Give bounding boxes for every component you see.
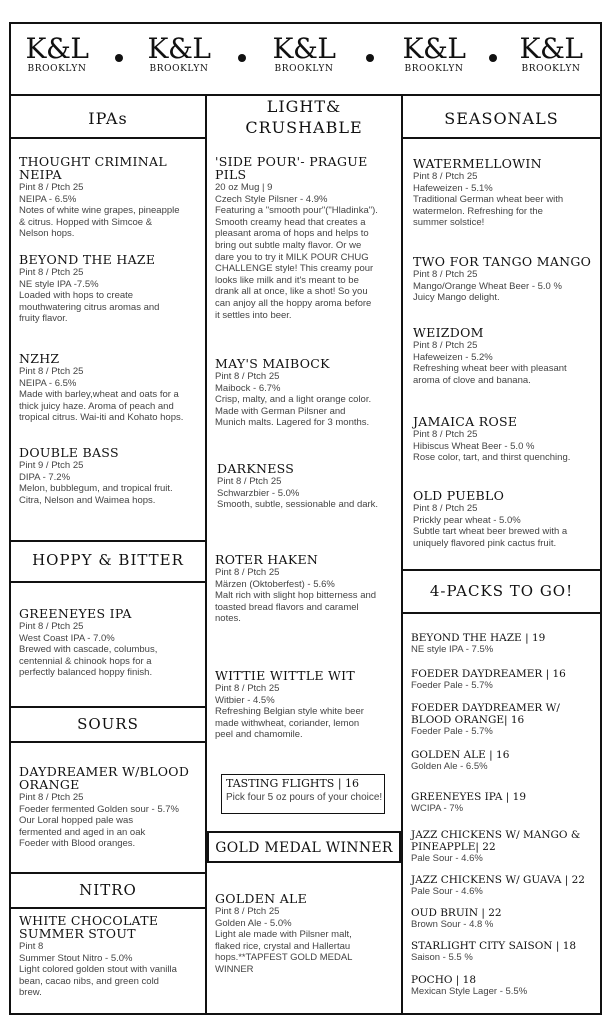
logo-sub: BROOKLYN	[149, 64, 209, 74]
beer-price: Pint 8 / Ptch 25	[413, 340, 478, 351]
beer-price: Pint 8 / Ptch 25	[19, 792, 84, 803]
section-title-gold: GOLD MEDAL WINNER	[215, 840, 393, 856]
beer-desc: aroma of clove and banana.	[413, 374, 531, 386]
divider	[11, 137, 205, 139]
fourpack-style: Foeder Pale - 5.7%	[411, 680, 493, 691]
beer-style: Foeder fermented Golden sour - 5.7%	[19, 803, 180, 815]
beer-price: Pint 8 / Ptch 25	[217, 476, 282, 487]
beer-desc: can anjoy all the hoppy aroma before	[215, 297, 372, 309]
beer-price: Pint 8 / Ptch 25	[413, 503, 478, 514]
beer-desc: made withwheat, coriander, lemon	[215, 717, 360, 729]
beer-name: 'SIDE POUR'- PRAGUE PILS	[215, 154, 368, 182]
fourpack-name: BEYOND THE HAZE | 19	[411, 632, 546, 644]
dot-separator	[115, 54, 123, 62]
fourpack-name: POCHO | 18	[411, 974, 477, 986]
logo-mark: K&L	[147, 32, 211, 65]
beer-style: West Coast IPA - 7.0%	[19, 632, 115, 644]
beer-desc: Loaded with hops to create	[19, 290, 134, 302]
logo-sub: BROOKLYN	[27, 64, 87, 74]
fourpack-name: FOEDER DAYDREAMER W/ BLOOD ORANGE| 16	[411, 702, 560, 726]
beer-name: WHITE CHOCOLATE SUMMER STOUT	[19, 913, 159, 941]
fourpack-name: FOEDER DAYDREAMER | 16	[411, 668, 566, 680]
beer-style: NEIPA - 6.5%	[19, 193, 77, 205]
beer-desc: Refreshing wheat beer with pleasant	[413, 363, 567, 375]
beer-desc: flaked rice, crystal and Hallertau	[215, 940, 351, 952]
section-title-ipas: IPAs	[88, 109, 128, 128]
section-title-seasonals: SEASONALS	[444, 109, 559, 128]
section-title-sours: SOURS	[77, 715, 139, 733]
beer-desc: Notes of white wine grapes, pineapple	[19, 205, 180, 217]
logo	[141, 34, 217, 74]
menu-item	[215, 669, 399, 741]
flights-desc: Pick four 5 oz pours of your choice!	[226, 792, 383, 803]
beer-desc: it settles into beer.	[215, 309, 292, 321]
fourpack-style: Foeder Pale - 5.7%	[411, 726, 493, 737]
menu-item	[215, 357, 399, 429]
menu-board	[9, 22, 602, 1015]
beer-price: Pint 8 / Ptch 25	[215, 906, 280, 917]
beer-desc: Foeder with Blood oranges.	[19, 838, 136, 850]
beer-desc: Refreshing Belgian style white beer	[215, 706, 364, 718]
menu-item	[215, 892, 399, 976]
dot-separator	[366, 54, 374, 62]
beer-name: DAYDREAMER W/BLOOD ORANGE	[19, 764, 190, 792]
beer-desc: watermelon. Refreshing for the	[413, 205, 543, 217]
column-divider	[401, 94, 403, 1013]
menu-item	[217, 462, 401, 511]
header-logo-row	[11, 24, 600, 96]
beer-price: Pint 9 / Ptch 25	[19, 460, 84, 471]
beer-price: Pint 8 / Ptch 25	[215, 683, 280, 694]
beer-style: NE style IPA -7.5%	[19, 278, 99, 290]
fourpack-style: Pale Sour - 4.6%	[411, 853, 483, 864]
beer-desc: Nelson hops.	[19, 228, 75, 240]
menu-item	[215, 553, 399, 625]
divider	[11, 872, 205, 874]
divider	[403, 612, 600, 614]
fourpack-style: Golden Ale - 6.5%	[411, 761, 488, 772]
menu-item	[19, 446, 203, 506]
beer-name: WEIZDOM	[413, 325, 484, 340]
dot-separator	[238, 54, 246, 62]
beer-desc: toasted bread flavors and caramel	[215, 601, 359, 613]
flights-title: TASTING FLIGHTS | 16	[226, 777, 360, 790]
beer-name: TWO FOR TANGO MANGO	[413, 254, 592, 269]
beer-desc: Featuring a "smooth pour"("Hladinka").	[215, 205, 378, 217]
divider	[11, 540, 205, 542]
logo	[19, 34, 95, 74]
beer-desc: Our Loral hopped pale was	[19, 815, 134, 827]
beer-desc: uniquely flavored pink cactus fruit.	[413, 537, 557, 549]
fourpack-name: GOLDEN ALE | 16	[411, 749, 510, 761]
beer-desc: Rose color, tart, and thirst quenching.	[413, 452, 571, 464]
logo	[513, 34, 589, 74]
fourpack-style: Saison - 5.5 %	[411, 952, 473, 963]
menu-item	[413, 415, 598, 464]
beer-price: Pint 8 / Ptch 25	[19, 182, 84, 193]
divider	[11, 581, 205, 583]
fourpack-item	[411, 907, 597, 931]
fourpack-item	[411, 874, 597, 898]
section-title-fourpacks: 4-PACKS TO GO!	[429, 582, 574, 600]
divider	[11, 907, 205, 909]
logo-mark: K&L	[272, 32, 336, 65]
gold-medal-header	[207, 831, 401, 863]
beer-price: Pint 8 / Ptch 25	[413, 171, 478, 182]
fourpack-name: GREENEYES IPA | 19	[411, 791, 527, 803]
fourpack-name: JAZZ CHICKENS W/ GUAVA | 22	[411, 874, 585, 886]
fourpack-style: Mexican Style Lager - 5.5%	[411, 986, 528, 997]
beer-desc: centennial & chinook hops for a	[19, 655, 152, 667]
fourpack-style: Pale Sour - 4.6%	[411, 886, 483, 897]
menu-item	[19, 155, 203, 240]
beer-desc: hops.**TAPFEST GOLD MEDAL	[215, 952, 353, 964]
beer-desc: Crisp, malty, and a light orange color.	[215, 394, 372, 406]
beer-style: DIPA - 7.2%	[19, 471, 71, 483]
fourpack-item	[411, 974, 597, 998]
beer-price: Pint 8 / Ptch 25	[413, 429, 478, 440]
beer-desc: pleasant aroma of hops and helps to	[215, 228, 369, 240]
beer-style: Summer Stout Nitro - 5.0%	[19, 952, 133, 964]
beer-price: Pint 8 / Ptch 25	[19, 267, 84, 278]
beer-desc: Made with German Pilsner and	[215, 405, 346, 417]
logo	[396, 34, 472, 74]
beer-desc: mouthwatering citrus aromas and	[19, 301, 160, 313]
beer-style: Prickly pear wheat - 5.0%	[413, 514, 521, 526]
menu-item	[413, 326, 598, 386]
beer-desc: bean, cacao nibs, and green cold	[19, 975, 159, 987]
beer-style: Maibock - 6.7%	[215, 382, 281, 394]
column-divider	[205, 94, 207, 1013]
beer-style: Märzen (Oktoberfest) - 5.6%	[215, 578, 335, 590]
fourpack-style: Brown Sour - 4.8 %	[411, 919, 494, 930]
beer-desc: Brewed with cascade, columbus,	[19, 644, 158, 656]
beer-desc: tropical citrus. Wai-iti and Kohato hops.	[19, 412, 184, 424]
beer-desc: WINNER	[215, 963, 254, 975]
fourpack-name: OUD BRUIN | 22	[411, 907, 502, 919]
logo-sub: BROOKLYN	[404, 64, 464, 74]
divider	[403, 137, 600, 139]
beer-desc: Subtle tart wheat beer brewed with a	[413, 526, 568, 538]
beer-desc: Traditional German wheat beer with	[413, 194, 564, 206]
beer-style: Czech Style Pilsner - 4.9%	[215, 193, 328, 205]
beer-name: DOUBLE BASS	[19, 445, 119, 460]
beer-name: DARKNESS	[217, 461, 295, 476]
beer-desc: Smooth, subtle, sessionable and dark.	[217, 499, 379, 511]
beer-desc: Melon, bubblegum, and tropical fruit.	[19, 483, 173, 495]
section-title-hoppy: HOPPY & BITTER	[32, 551, 184, 569]
beer-name: MAY'S MAIBOCK	[215, 356, 330, 371]
logo-sub: BROOKLYN	[521, 64, 581, 74]
fourpack-item	[411, 632, 597, 656]
beer-name: JAMAICA ROSE	[413, 414, 518, 429]
menu-item	[413, 489, 598, 549]
menu-item	[413, 255, 598, 304]
beer-desc: Light colored golden stout with vanilla	[19, 964, 177, 976]
fourpack-style: NE style IPA - 7.5%	[411, 644, 494, 655]
beer-price: Pint 8 / Ptch 25	[413, 269, 478, 280]
beer-price: Pint 8 / Ptch 25	[215, 371, 280, 382]
beer-name: NZHZ	[19, 351, 60, 366]
tasting-flights-box	[221, 774, 385, 814]
beer-price: Pint 8	[19, 941, 44, 952]
beer-style: Mango/Orange Wheat Beer - 5.0 %	[413, 280, 562, 292]
divider	[11, 741, 205, 743]
beer-desc: dare you to try it MILK POUR CHUG	[215, 251, 369, 263]
beer-name: GOLDEN ALE	[215, 891, 308, 906]
beer-name: GREENEYES IPA	[19, 606, 132, 621]
logo-sub: BROOKLYN	[274, 64, 334, 74]
beer-desc: Citra, Nelson and Waimea hops.	[19, 494, 156, 506]
beer-style: Witbier - 4.5%	[215, 694, 275, 706]
beer-style: Hafeweizen - 5.1%	[413, 182, 493, 194]
beer-desc: Juicy Mango delight.	[413, 292, 500, 304]
divider	[403, 569, 600, 571]
beer-desc: peel and chamomile.	[215, 729, 303, 741]
beer-style: Hibiscus Wheat Beer - 5.0 %	[413, 440, 535, 452]
beer-price: Pint 8 / Ptch 25	[215, 567, 280, 578]
menu-item	[19, 253, 203, 325]
fourpack-name: JAZZ CHICKENS W/ MANGO & PINEAPPLE| 22	[411, 829, 581, 853]
beer-desc: Malt rich with slight hop bitterness and	[215, 590, 377, 602]
beer-desc: drank all at once, like a shot! So you	[215, 286, 368, 298]
beer-name: THOUGHT CRIMINAL NEIPA	[19, 154, 167, 182]
fourpack-item	[411, 940, 597, 964]
beer-desc: Made with barley,wheat and oats for a	[19, 389, 179, 401]
beer-price: 20 oz Mug | 9	[215, 182, 273, 193]
menu-item	[215, 155, 399, 321]
fourpack-item	[411, 702, 597, 738]
beer-desc: fermented and aged in an oak	[19, 826, 146, 838]
beer-style: NEIPA - 6.5%	[19, 377, 77, 389]
beer-style: Schwarzbier - 5.0%	[217, 487, 300, 499]
beer-style: Golden Ale - 5.0%	[215, 917, 292, 929]
beer-desc: CHALLENGE style! This creamy pour	[215, 263, 374, 275]
beer-desc: fruity flavor.	[19, 313, 68, 325]
menu-item	[19, 607, 203, 679]
beer-desc: bring out subtle malty flavor. Or we	[215, 239, 362, 251]
beer-price: Pint 8 / Ptch 25	[19, 621, 84, 632]
beer-desc: Smooth creamy head that creates a	[215, 216, 366, 228]
beer-style: Hafeweizen - 5.2%	[413, 351, 493, 363]
section-title-light: LIGHT& CRUSHABLE	[245, 97, 363, 137]
menu-item	[19, 914, 203, 999]
beer-price: Pint 8 / Ptch 25	[19, 366, 84, 377]
beer-name: WATERMELLOWIN	[413, 156, 542, 171]
beer-desc: Light ale made with Pilsner malt,	[215, 929, 352, 941]
fourpack-item	[411, 829, 597, 865]
beer-name: ROTER HAKEN	[215, 552, 319, 567]
fourpack-item	[411, 668, 597, 692]
dot-separator	[489, 54, 497, 62]
menu-item	[19, 765, 203, 850]
menu-item	[19, 352, 203, 424]
beer-desc: perfectly balanced hoppy finish.	[19, 667, 153, 679]
beer-desc: summer solstice!	[413, 217, 485, 229]
beer-desc: thick juicy haze. Aroma of peach and	[19, 400, 174, 412]
fourpack-name: STARLIGHT CITY SAISON | 18	[411, 940, 577, 952]
menu-item	[413, 157, 598, 229]
beer-desc: brew.	[19, 987, 42, 999]
logo-mark: K&L	[25, 32, 89, 65]
fourpack-style: WCIPA - 7%	[411, 803, 464, 814]
beer-desc: & citrus. Hopped with Simcoe &	[19, 216, 153, 228]
beer-name: WITTIE WITTLE WIT	[215, 668, 356, 683]
beer-name: OLD PUEBLO	[413, 488, 505, 503]
beer-desc: notes.	[215, 613, 241, 625]
logo-mark: K&L	[519, 32, 583, 65]
beer-desc: looks like milk and it's meant to be	[215, 274, 359, 286]
beer-desc: Munich malts. Lagered for 3 months.	[215, 417, 370, 429]
fourpack-item	[411, 749, 597, 773]
logo-mark: K&L	[402, 32, 466, 65]
divider	[11, 706, 205, 708]
section-title-nitro: NITRO	[79, 881, 137, 899]
logo	[266, 34, 342, 74]
beer-name: BEYOND THE HAZE	[19, 252, 156, 267]
fourpack-item	[411, 791, 597, 815]
